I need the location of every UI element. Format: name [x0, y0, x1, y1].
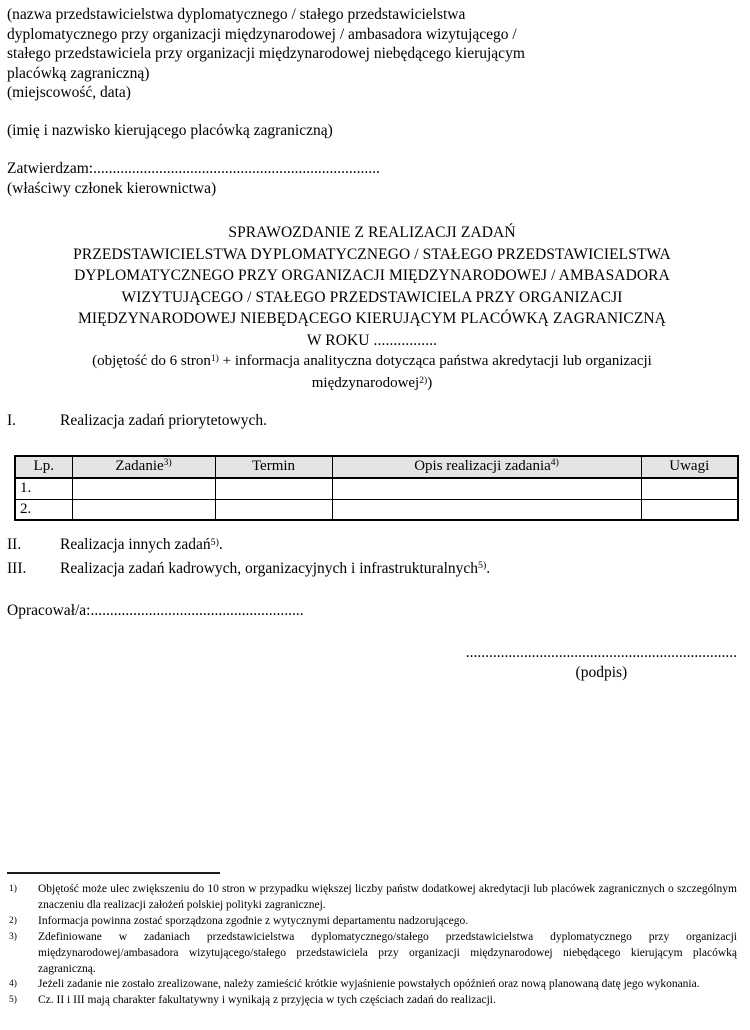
cell-opis — [332, 499, 641, 520]
section-1-heading — [7, 411, 737, 431]
signature-label: (podpis) — [575, 663, 628, 681]
cell-zadanie — [72, 499, 215, 520]
report-year-line — [7, 330, 737, 352]
footnote-ref-5: 5) — [210, 536, 219, 548]
prepared-by-label: Opracował/a: — [7, 602, 91, 619]
intro-note-line: dyplomatycznego przy organizacji międzynarodowej / ambasadora wizytującego / — [7, 25, 517, 43]
cell-uwagi — [641, 478, 738, 499]
footnote-marker: 4) — [9, 979, 17, 990]
report-subtitle-line — [7, 351, 737, 373]
cell-termin — [215, 478, 332, 499]
footnote-ref-5: 5) — [478, 560, 487, 572]
report-subtitle-line — [7, 373, 737, 395]
intro-note-line: stałego przedstawiciela przy organizacji międzynarodowej niebędącego kierującym — [7, 45, 525, 62]
footnote-marker: 5) — [9, 995, 17, 1006]
section-title: Realizacja innych zadań$^{5)}$. — [60, 536, 223, 553]
footnote-text: Informacja powinna zostać sporządzona zgodnie z wytycznymi departamentu nadzorującego. — [38, 914, 469, 927]
section-number: II. — [7, 536, 22, 553]
footnote-5 — [7, 993, 737, 1009]
section-title: Realizacja zadań priorytetowych. — [60, 412, 267, 429]
cell-zadanie — [72, 478, 215, 499]
prepared-by-line — [7, 601, 737, 621]
footnote-marker: 2) — [9, 915, 17, 926]
cell-opis — [332, 478, 641, 499]
footnote-1 — [7, 882, 737, 914]
prepared-by-dotted-line: ....................................................... — [90, 602, 304, 619]
footnotes-section — [7, 872, 737, 1009]
section-2-heading — [7, 534, 737, 558]
footnote-ref-4: 4) — [550, 457, 559, 469]
section-number: III. — [7, 559, 27, 577]
footnote-ref-1: 1) — [210, 352, 219, 364]
footnote-text: Jeżeli zadanie nie zostało zrealizowane, należy zamieścić krótkie wyjaśnienie powstałych opóźnień oraz nową planowaną datę jego wykonania. — [38, 978, 700, 991]
report-title-line: WIZYTUJĄCEGO / STAŁEGO PRZEDSTAWICIELA PRZY ORGANIZACJI — [121, 288, 623, 306]
signature-dotted-line: ...................................................................... — [465, 643, 737, 661]
footnote-text: Cz. II i III mają charakter fakultatywny i wynikają z przyjęcia w tych częściach zadań do realizacji. — [38, 994, 496, 1007]
report-title-line: MIĘDZYNARODOWEJ NIEBĘDĄCEGO KIERUJĄCYM PLACÓWKĄ ZAGRANICZNĄ — [78, 310, 666, 327]
footnote-marker: 3) — [9, 931, 17, 942]
report-title-line: PRZEDSTAWICIELSTWA DYPLOMATYCZNEGO / STAŁEGO PRZEDSTAWICIELSTWA — [73, 245, 671, 263]
footnote-ref-2: 2) — [419, 374, 428, 386]
subtitle-text: (objętość do 6 stron — [92, 353, 211, 369]
footnote-4 — [7, 977, 737, 993]
location-date-label: (miejscowość, data) — [7, 84, 131, 101]
cell-termin — [215, 499, 332, 520]
head-of-post-label: (imię i nazwisko kierującego placówką zagraniczną) — [7, 121, 333, 139]
intro-note — [7, 5, 737, 103]
footnote-separator-line — [7, 872, 220, 874]
approval-line — [7, 159, 737, 179]
col-header-zadanie: Zadanie$^{3)}$ — [72, 456, 215, 479]
report-year-label: W ROKU — [306, 331, 374, 349]
approval-dotted-line: .......................................................................... — [93, 160, 380, 177]
section-number: I. — [7, 412, 17, 429]
cell-lp: 1. — [15, 478, 72, 499]
table-row — [15, 478, 738, 499]
approval-label: Zatwierdzam: — [7, 160, 94, 177]
management-member-label: (właściwy członek kierownictwa) — [7, 179, 217, 197]
footnote-text: Zdefiniowane w zadaniach przedstawicielstwa dyplomatycznego/stałego przedstawicielstwa dyplomatycznego przy organizacji międzynarodowej/ambasadora wizytującego/stałego przedstawiciela przy organizacji międzynarodowej niebędącego kierującym placówką zagraniczną. — [38, 930, 737, 975]
footnote-2 — [7, 914, 737, 930]
table-header-row — [15, 456, 738, 479]
report-year-dotted-line: ................ — [373, 331, 438, 349]
report-title-line: DYPLOMATYCZNEGO PRZY ORGANIZACJI MIĘDZYNARODOWEJ / AMBASADORA — [74, 267, 670, 284]
intro-note-line: placówką zagraniczną) — [7, 64, 150, 82]
report-title — [7, 222, 737, 351]
priority-tasks-table — [14, 455, 739, 522]
footnote-3 — [7, 930, 737, 978]
report-subtitle — [7, 351, 737, 395]
footnote-ref-3: 3) — [163, 457, 172, 469]
subtitle-text: + informacja analityczna dotycząca państwa akredytacji lub organizacji — [218, 353, 652, 369]
col-header-uwagi: Uwagi — [641, 456, 738, 479]
col-header-termin: Termin — [215, 456, 332, 479]
col-header-lp: Lp. — [15, 456, 72, 479]
cell-lp: 2. — [15, 499, 72, 520]
col-header-opis: Opis realizacji zadania$^{4)}$ — [332, 456, 641, 479]
cell-uwagi — [641, 499, 738, 520]
subtitle-text: ) — [427, 375, 433, 391]
section-title: Realizacja zadań kadrowych, organizacyjnych i infrastrukturalnych$^{5)}$. — [60, 559, 491, 577]
intro-note-line: (nazwa przedstawicielstwa dyplomatycznego / stałego przedstawicielstwa — [7, 6, 466, 23]
table-row — [15, 499, 738, 520]
section-3-heading — [7, 558, 737, 582]
footnote-marker: 1) — [9, 884, 17, 894]
report-title-line: SPRAWOZDANIE Z REALIZACJI ZADAŃ — [228, 224, 516, 241]
footnote-text: Objętość może ulec zwiększeniu do 10 stron w przypadku większej liczby państw dodatkowej akredytacji lub placówek zagranicznych o szczególnym znaczeniu dla realizacji założeń polskiej polityki zagranicznej. — [38, 883, 737, 911]
subtitle-text: międzynarodowej — [311, 375, 420, 391]
signature-block — [7, 643, 737, 683]
